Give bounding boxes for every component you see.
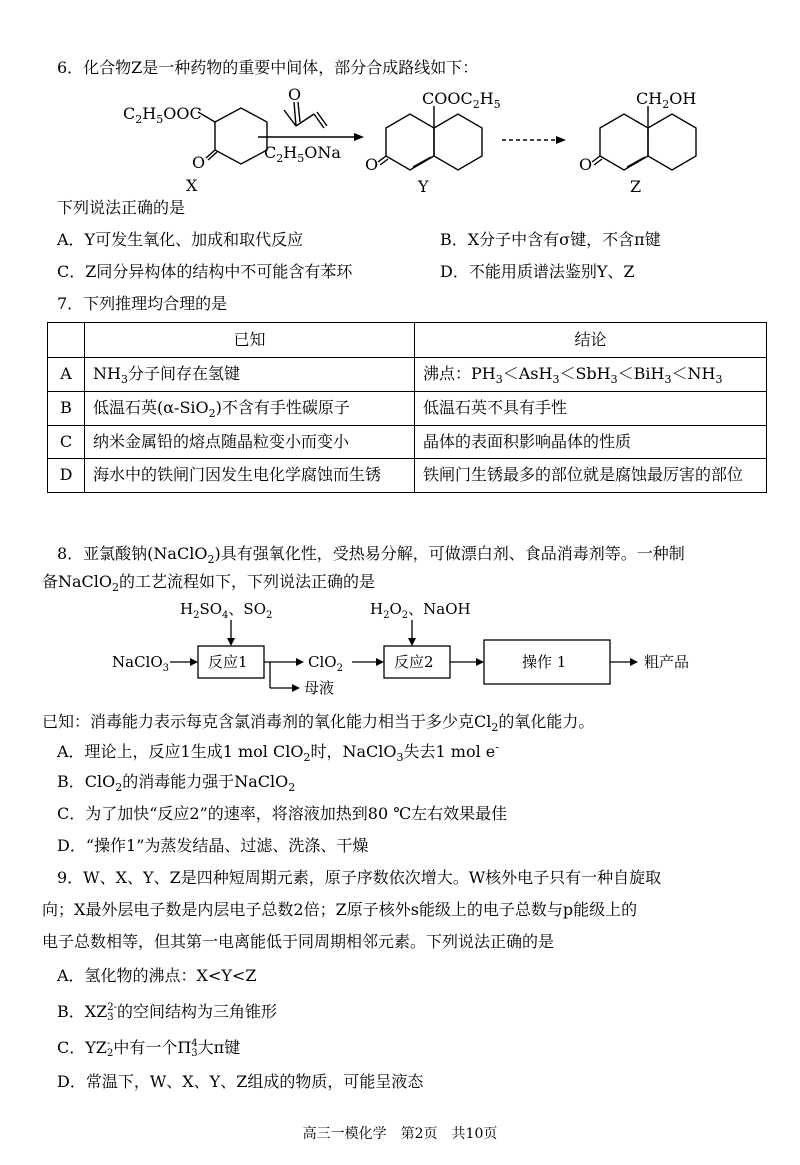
x-oxygen: O (192, 153, 206, 172)
x-ester-group: $C_2H_5OOC$ (123, 104, 202, 126)
reaction-arrowhead (354, 133, 364, 141)
z-ring-left (600, 114, 648, 170)
table-row (48, 358, 767, 392)
row-conclusion: 铁闸门生锈最多的部位就是腐蚀最厉害的部位 (415, 459, 767, 493)
row-known: $NH_3$分子间存在氢键 (85, 358, 415, 392)
q8-option-a[interactable]: A．理论上，反应1生成1 mol ClO$_2$时，NaClO$_3$失去1 mol e- (57, 740, 499, 765)
input-peroxide-base: $H_2O_2$、NaOH (370, 600, 471, 621)
header-label-cell (48, 323, 85, 358)
compound-x-label: X (186, 176, 198, 195)
reagent-base: $C_2H_5ONa$ (264, 143, 341, 165)
q6-option-a[interactable]: A．Y可发生氧化、加成和取代反应 (57, 230, 304, 249)
q6-option-c[interactable]: C．Z同分异构体的结构中不可能含有苯环 (57, 262, 353, 281)
crude-product: 粗产品 (644, 653, 690, 671)
header-conclusion: 结论 (415, 323, 767, 358)
row-conclusion: 低温石英不具有手性 (415, 391, 767, 425)
q9-stem-line2: 向；X最外层电子数是内层电子总数2倍；Z原子核外s能级上的电子总数与p能级上的 (42, 900, 638, 919)
compound-z-label: Z (630, 177, 642, 196)
q8-flowchart (0, 592, 800, 712)
row-conclusion: 晶体的表面积影响晶体的性质 (415, 425, 767, 459)
q8-stem-line1: 8．亚氯酸钠(NaClO$_2$)具有强氧化性，受热易分解，可做漂白剂、食品消毒剂等。一种制 (57, 544, 685, 567)
q8-option-c[interactable]: C．为了加快“反应2”的速率，将溶液加热到80 ℃左右效果最佳 (57, 804, 508, 823)
row-conclusion: 沸点：$PH_3<AsH_3<SbH_3<BiH_3<NH_3$ (415, 358, 767, 392)
row-label: D (48, 459, 85, 493)
intermediate-clo2: ClO$_2$ (308, 653, 343, 674)
row-label: C (48, 425, 85, 459)
input-acid-sulfur-dioxide: $H_2SO_4$、$SO_2$ (180, 600, 273, 621)
y-ring-left (386, 114, 434, 170)
q9-option-d[interactable]: D．常温下，W、X、Y、Z组成的物质，可能呈液态 (57, 1072, 424, 1091)
z-oxygen: O (579, 155, 593, 174)
q9-option-c[interactable]: C．YZ - 2 中有一个Π 4 3 大π键 (57, 1037, 241, 1059)
q8-stem-line2: 备NaClO$_2$的工艺流程如下，下列说法正确的是 (42, 572, 376, 595)
table-row (48, 391, 767, 425)
q8-note: 已知：消毒能力表示每克含氯消毒剂的氧化能力相当于多少克$Cl_2$的氧化能力。 (42, 712, 595, 735)
mother-liquor: 母液 (304, 679, 335, 697)
q9-stem-line1: 9．W、X、Y、Z是四种短周期元素，原子序数依次增大。W核外电子只有一种自旋取 (57, 868, 662, 887)
operation-1-label: 操作 1 (522, 653, 567, 671)
table-row (48, 425, 767, 459)
start-material: NaClO$_3$ (112, 653, 170, 674)
q6-option-d[interactable]: D．不能用质谱法鉴别Y、Z (440, 262, 635, 281)
q9-stem-line3: 电子总数相等，但其第一电离能低于同周期相邻元素。下列说法正确的是 (42, 932, 555, 951)
q6-option-b[interactable]: B．X分子中含有σ键，不含π键 (440, 230, 661, 249)
q7-table-header (48, 323, 767, 358)
header-known: 已知 (85, 323, 415, 358)
y-ring-right (434, 114, 482, 170)
reaction-2-label: 反应2 (394, 653, 434, 671)
row-known: 纳米金属铅的熔点随晶粒变小而变小 (85, 425, 415, 459)
q9-option-a[interactable]: A．氢化物的沸点：X<Y<Z (57, 966, 257, 985)
x-ring (215, 108, 267, 164)
reagent-oxygen: O (288, 85, 302, 104)
q6-question: 下列说法正确的是 (57, 198, 186, 217)
dashed-arrowhead (556, 136, 566, 144)
z-ring-right (648, 114, 696, 170)
table-row (48, 459, 767, 493)
q8-option-d[interactable]: D．“操作1”为蒸发结晶、过滤、洗涤、干燥 (57, 836, 369, 855)
q9-option-b[interactable]: B．XZ 2- 3 的空间结构为三角锥形 (57, 1001, 278, 1023)
q8-option-b[interactable]: B．ClO$_2$的消毒能力强于NaClO$_2$ (57, 772, 296, 795)
y-oxygen: O (365, 155, 379, 174)
row-known: 低温石英(α-SiO$_2$)不含有手性碳原子 (85, 391, 415, 425)
row-label: B (48, 391, 85, 425)
row-label: A (48, 358, 85, 392)
row-known: 海水中的铁闸门因发生电化学腐蚀而生锈 (85, 459, 415, 493)
compound-y-label: Y (418, 177, 429, 196)
page-footer: 高三一模化学 第2页 共10页 (302, 1126, 498, 1142)
y-ester-group: $COOC_2H_5$ (422, 89, 501, 111)
q7-table (47, 322, 767, 493)
z-hydroxymethyl: $CH_2OH$ (636, 89, 697, 111)
reaction-1-label: 反应1 (208, 653, 248, 671)
q6-stem: 6．化合物Z是一种药物的重要中间体，部分合成路线如下： (57, 58, 479, 77)
q7-stem: 7．下列推理均合理的是 (57, 294, 228, 313)
